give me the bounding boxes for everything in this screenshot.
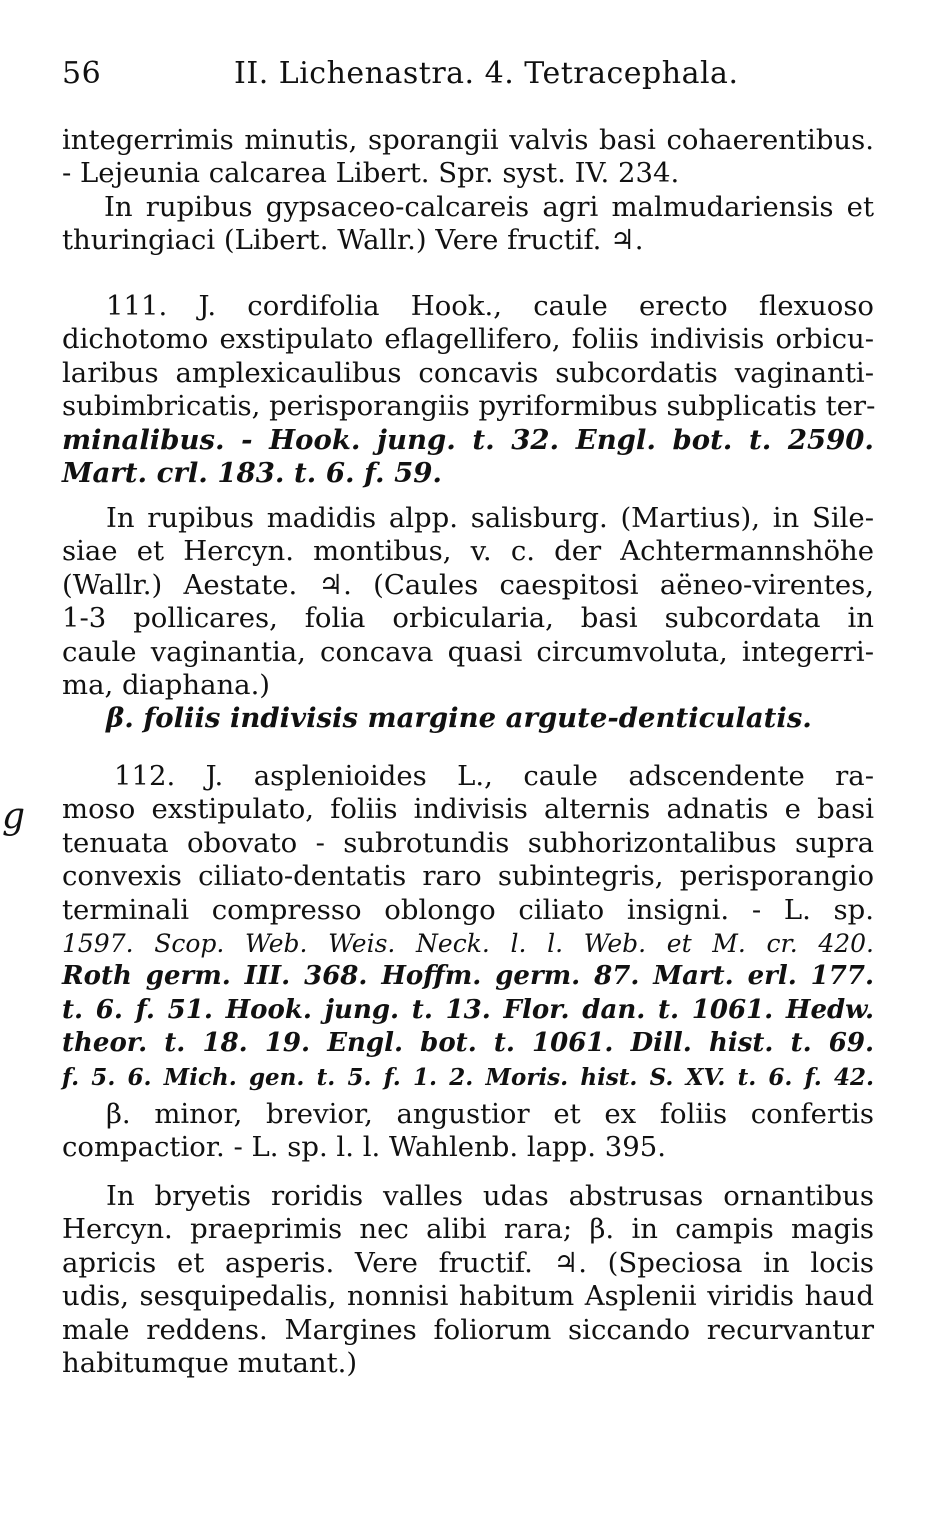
text-line: Hercyn. praeprimis nec alibi rara; β. in campis magis bbox=[62, 1213, 874, 1246]
text-line: 1-3 pollicares, folia orbicularia, basi subcordata in bbox=[62, 602, 874, 635]
text-line: compactior. - L. sp. l. l. Wahlenb. lapp. 395. bbox=[62, 1131, 666, 1164]
text-line: caule vaginantia, concava quasi circumvoluta, integerri- bbox=[62, 635, 874, 668]
text-line: terminali compresso oblongo ciliato insigni. - L. sp. bbox=[62, 893, 874, 926]
margin-annotation: g bbox=[2, 796, 26, 837]
text-line: In bryetis roridis valles udas abstrusas ornantibus bbox=[106, 1180, 874, 1212]
text-line: β. minor, brevior, angustior et ex foliis confertis bbox=[106, 1098, 874, 1130]
text-line: convexis ciliato-dentatis raro subintegris, perisporangio bbox=[62, 860, 874, 893]
species-111-habitat bbox=[62, 502, 874, 736]
species-112-variety-beta bbox=[62, 1098, 874, 1165]
entry-continuation bbox=[62, 124, 874, 258]
text-line: moso exstipulato, foliis indivisis alternis adnatis e basi bbox=[62, 793, 874, 826]
text-line: - Lejeunia calcarea Libert. Spr. syst. IV. 234. bbox=[62, 157, 680, 190]
text-line: ma, diaphana.) bbox=[62, 668, 271, 701]
page-number: 56 bbox=[62, 56, 102, 91]
text-line: t. 6. f. 51. Hook. jung. t. 13. Flor. dan. t. 1061. Hedw. bbox=[62, 994, 874, 1025]
text-line: tenuata obovato - subrotundis subhorizontalibus supra bbox=[62, 826, 874, 859]
page-header bbox=[62, 56, 882, 96]
species-112-description bbox=[62, 760, 874, 1094]
text-line: thuringiaci (Libert. Wallr.) Vere fructif. ♃. bbox=[62, 224, 644, 257]
text-line: 111. J. cordifolia Hook., caule erecto flexuoso bbox=[106, 290, 874, 322]
text-line: habitumque mutant.) bbox=[62, 1346, 358, 1379]
text-line: In rupibus gypsaceo-calcareis agri malmudariensis et bbox=[104, 190, 874, 223]
text-line: dichotomo exstipulato eflagellifero, foliis indivisis orbicu- bbox=[62, 323, 874, 356]
species-111-description bbox=[62, 290, 874, 490]
text-line: Roth germ. III. 368. Hoffm. germ. 87. Mart. erl. 177. bbox=[62, 961, 874, 992]
text-line: subimbricatis, perisporangiis pyriformibus subplicatis ter- bbox=[62, 390, 876, 423]
text-line: minalibus. - Hook. jung. t. 32. Engl. bot. t. 2590. bbox=[62, 423, 874, 456]
text-line: theor. t. 18. 19. Engl. bot. t. 1061. Dill. hist. t. 69. bbox=[62, 1028, 874, 1059]
text-line: male reddens. Margines foliorum siccando recurvantur bbox=[62, 1313, 874, 1346]
species-112-habitat bbox=[62, 1180, 874, 1380]
text-line: siae et Hercyn. montibus, v. c. der Achtermannshöhe bbox=[62, 535, 874, 568]
text-line: In rupibus madidis alpp. salisburg. (Martius), in Sile- bbox=[106, 502, 874, 534]
text-line: integerrimis minutis, sporangii valvis basi cohaerentibus. bbox=[62, 124, 874, 156]
text-line: laribus amplexicaulibus concavis subcordatis vaginanti- bbox=[62, 356, 874, 389]
variety-beta: β. foliis indivisis margine argute-denticulatis. bbox=[106, 702, 812, 735]
text-line: 1597. Scop. Web. Weis. Neck. l. l. Web. et M. cr. 420. bbox=[62, 928, 874, 958]
text-line: udis, sesquipedalis, nonnisi habitum Asplenii viridis haud bbox=[62, 1280, 874, 1313]
text-line: 112. J. asplenioides L., caule adscendente ra- bbox=[114, 760, 874, 792]
running-title: II. Lichenastra. 4. Tetracephala. bbox=[234, 56, 739, 91]
text-line: (Wallr.) Aestate. ♃. (Caules caespitosi aëneo-virentes, bbox=[62, 568, 874, 601]
text-line: apricis et asperis. Vere fructif. ♃. (Speciosa in locis bbox=[62, 1246, 874, 1279]
text-line: f. 5. 6. Mich. gen. t. 5. f. 1. 2. Moris. hist. S. XV. t. 6. f. 42. bbox=[62, 1063, 874, 1091]
text-line: Mart. crl. 183. t. 6. f. 59. bbox=[62, 456, 442, 489]
